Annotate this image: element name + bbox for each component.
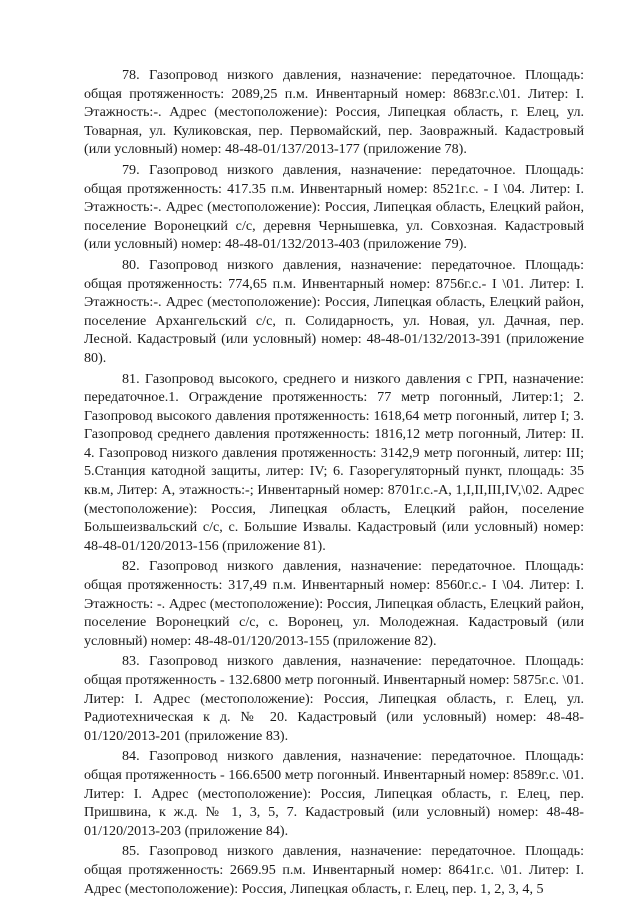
item-78-paragraph: 78. Газопровод низкого давления, назначение: передаточное. Площадь: общая протяженность: 2089,25 п.м. Инвентарный номер: 8683г.с.\01. Литер: I. Этажность:-. Адрес (местоположение): Россия, Липецкая область, г. Елец, ул. Товарная, ул. Куликовская, пер. Первомайский, пер. Заовражный. Кадастровый (или условный) номер: 48-48-01/137/2013-177 (приложение 78). <box>84 67 584 158</box>
item-80-paragraph: 80. Газопровод низкого давления, назначение: передаточное. Площадь: общая протяженность: 774,65 п.м. Инвентарный номер: 8756г.с.- I \01. Литер: I. Этажность:-. Адрес (местоположение): Россия, Липецкая область, Елецкий район, поселение Архангельский с/с, п. Солидарность, ул. Новая, ул. Дачная, пер. Лесной. Кадастровый (или условный) номер: 48-48-01/132/2013-391 (приложение 80). <box>84 256 584 366</box>
item-81-paragraph: 81. Газопровод высокого, среднего и низкого давления с ГРП, назначение: передаточное.1. Ограждение протяженность: 77 метр погонный, Литер:1; 2. Газопровод высокого давления протяженность: 1618,64 метр погонный, литер I; 3. Газопровод среднего давления протяженность: 1816,12 метр погонный, Литер: II. 4. Газопровод низкого давления протяженность: 3142,9 метр погонный, литер: III; 5.Станция катодной защиты, литер: IV; 6. Газорегуляторный пункт, площадь: 35 кв.м, Литер: А, этажность:-; Инвентарный номер: 8701г.с.-А, 1,I,II,III,IV,\02. Адрес (местоположение): Россия, Липецкая область, Елецкий район, поселение Большеизвальский с/с, с. Большие Извалы. Кадастровый (или условный) номер: 48-48-01/120/2013-156 (приложение 81). <box>84 370 584 554</box>
item-83-paragraph: 83. Газопровод низкого давления, назначение: передаточное. Площадь: общая протяженность - 132.6800 метр погонный. Инвентарный номер: 5875г.с. \01. Литер: I. Адрес (местоположение): Россия, Липецкая область, г. Елец, ул. Радиотехническая к д. № 20. Кадастровый (или условный) номер: 48-48-01/120/2013-201 (приложение 83). <box>84 653 584 744</box>
document-body <box>84 66 584 898</box>
item-84-paragraph: 84. Газопровод низкого давления, назначение: передаточное. Площадь: общая протяженность - 166.6500 метр погонный. Инвентарный номер: 8589г.с. \01. Литер: I. Адрес (местоположение): Россия, Липецкая область, г. Елец, пер. Пришвина, к ж.д. № 1, 3, 5, 7. Кадастровый (или условный) номер: 48-48-01/120/2013-203 (приложение 84). <box>84 748 584 839</box>
item-85-paragraph: 85. Газопровод низкого давления, назначение: передаточное. Площадь: общая протяженность: 2669.95 п.м. Инвентарный номер: 8641г.с. \01. Литер: I. Адрес (местоположение): Россия, Липецкая область, г. Елец, пер. 1, 2, 3, 4, 5 <box>84 843 584 897</box>
item-79-paragraph: 79. Газопровод низкого давления, назначение: передаточное. Площадь: общая протяженность: 417.35 п.м. Инвентарный номер: 8521г.с. - I \04. Литер: I. Этажность:-. Адрес (местоположение): Россия, Липецкая область, Елецкий район, поселение Воронецкий с/с, деревня Чернышевка, ул. Совхозная. Кадастровый (или условный) номер: 48-48-01/132/2013-403 (приложение 79). <box>84 161 584 253</box>
item-82-paragraph: 82. Газопровод низкого давления, назначение: передаточное. Площадь: общая протяженность: 317,49 п.м. Инвентарный номер: 8560г.с.- I \04. Литер: I. Этажность: -. Адрес (местоположение): Россия, Липецкая область, Елецкий район, поселение Воронецкий с/с, с. Воронец, ул. Молодежная. Кадастровый (или условный) номер: 48-48-01/120/2013-155 (приложение 82). <box>84 558 584 649</box>
